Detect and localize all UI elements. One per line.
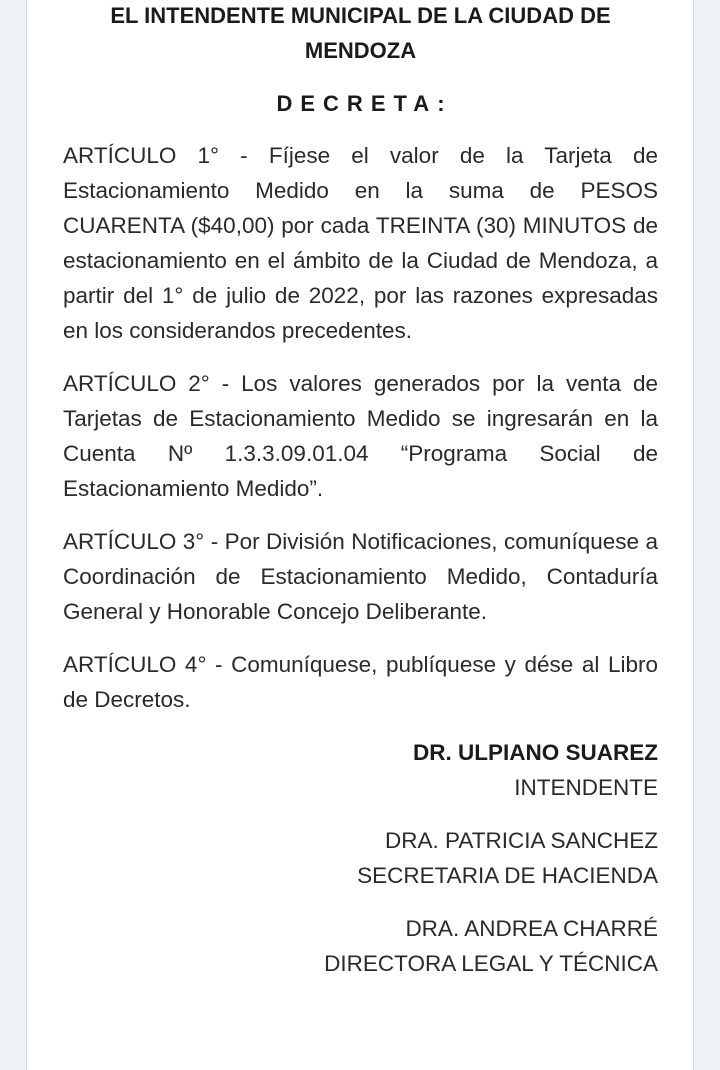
- article-4: ARTÍCULO 4° - Comuníquese, publíquese y dése al Libro de Decretos.: [63, 652, 658, 712]
- article-2: ARTÍCULO 2° - Los valores generados por la venta de Tarjetas de Estacionamiento Medido se ingresarán en la Cuenta Nº 1.3.3.09.01.04 “Programa Social de Estacionamiento Medido”.: [63, 371, 658, 501]
- signature-name: DRA. ANDREA CHARRÉ: [405, 916, 658, 941]
- decreta-heading: DECRETA:: [276, 91, 453, 116]
- document-page: [26, 0, 694, 1070]
- signature-title: INTENDENTE: [514, 775, 658, 800]
- signature-name: DRA. PATRICIA SANCHEZ: [385, 828, 658, 853]
- article-3: ARTÍCULO 3° - Por División Notificaciones, comuníquese a Coordinación de Estacionamiento Medido, Contaduría General y Honorable Concejo Deliberante.: [63, 529, 658, 624]
- signature-secretaria: [63, 823, 658, 893]
- signature-intendente: [63, 735, 658, 805]
- signature-directora: [63, 911, 658, 981]
- document-content: [63, 0, 658, 999]
- signature-title: SECRETARIA DE HACIENDA: [357, 863, 658, 888]
- signature-name: DR. ULPIANO SUAREZ: [412, 740, 658, 765]
- signature-title: DIRECTORA LEGAL Y TÉCNICA: [324, 951, 658, 976]
- article-1: ARTÍCULO 1° - Fíjese el valor de la Tarjeta de Estacionamiento Medido en la suma de PESOS CUARENTA ($40,00) por cada TREINTA (30) MINUTOS de estacionamiento en el ámbito de la Ciudad de Mendoza, a partir del 1° de julio de 2022, por las razones expresadas en los considerandos precedentes.: [63, 143, 658, 343]
- signatures: [63, 735, 658, 981]
- document-heading: EL INTENDENTE MUNICIPAL DE LA CIUDAD DE MENDOZA: [110, 3, 611, 63]
